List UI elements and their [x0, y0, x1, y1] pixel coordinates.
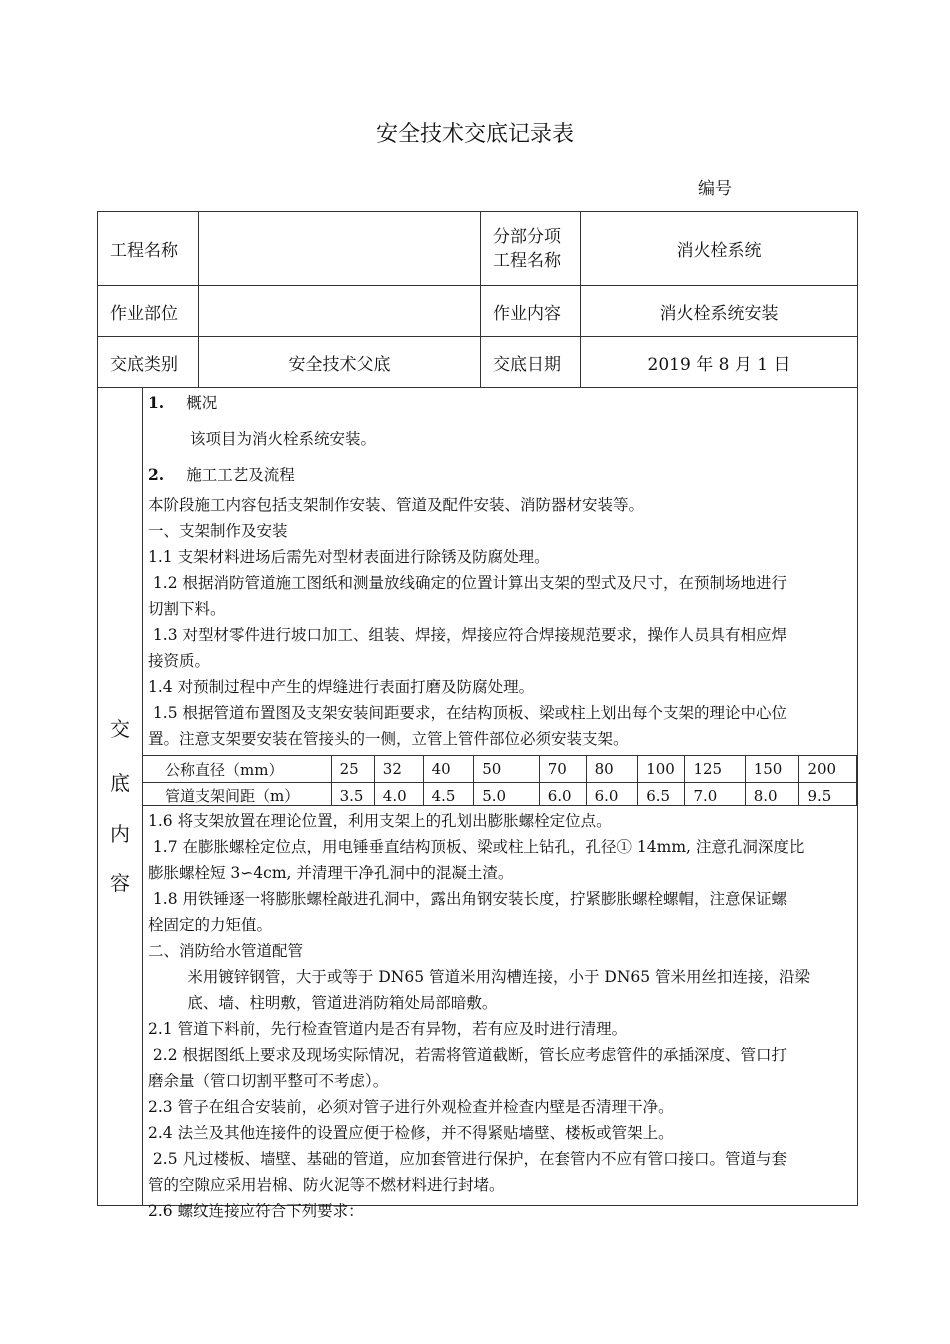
content-line: 2.5 凡过楼板、墙壁、基础的管道，应加套管进行保护，在套管内不应有管口接口。管道与套 [148, 1150, 788, 1168]
nominal-diameter-label: 公称直径（mm） [143, 756, 332, 783]
content-line: 置。注意支架要安装在管接头的一侧，立管上管件部位必须安装支架。 [148, 730, 629, 748]
support-spacing-cell: 5.0 [474, 783, 540, 806]
nominal-diameter-cell: 100 [638, 756, 685, 783]
content-line: 1.1 支架材料进场后需先对型材表面进行除锈及防腐处理。 [148, 548, 550, 566]
content-line: 1.3 对型材零件进行坡口加工、组装、焊接，焊接应符合焊接规范要求，操作人员具有相应焊 [148, 626, 788, 644]
content-vertical-label [98, 388, 143, 1205]
support-spacing-cell: 8.0 [745, 783, 799, 806]
disclosure-date-value: 2019 年 8 月 1 日 [581, 337, 858, 388]
nominal-diameter-cell: 50 [474, 756, 540, 783]
nominal-diameter-cell: 70 [539, 756, 586, 783]
document-title: 安全技术交底记录表 [375, 122, 574, 147]
content-line: 接资质。 [148, 652, 211, 670]
section-number: 1. [148, 393, 165, 412]
content-line: 1.8 用铁锤逐一将膨胀螺栓敲进孔洞中，露出角钢安装长度，拧紧膨胀螺栓螺帽，注意保证螺 [148, 890, 788, 908]
section-title: 施工工艺及流程 [186, 466, 295, 484]
content-line: 1.2 根据消防管道施工图纸和测量放线确定的位置计算出支架的型式及尺寸，在预制场地进行 [148, 574, 788, 592]
nominal-diameter-cell: 25 [331, 756, 374, 783]
section-2-heading [148, 462, 295, 488]
content-line: 磨余量（管口切割平整可不考虑）。 [148, 1072, 389, 1090]
content-line: 2.3 管子在组合安装前，必须对管子进行外观检查并检查内壁是否清理干净。 [148, 1098, 674, 1116]
support-spacing-row [143, 783, 857, 806]
content-line: 米用镀锌钢管，大于或等于 DN65 管道米用沟槽连接，小于 DN65 管米用丝扣连接，沿梁 [148, 968, 811, 986]
content-label-char: 容 [110, 871, 130, 895]
work-content-label: 作业内容 [481, 286, 581, 337]
content-line: 2.2 根据图纸上要求及现场实际情况，若需将管道截断，管长应考虑管件的承插深度、管口打 [148, 1046, 788, 1064]
sub-project-value: 消火栓系统 [581, 212, 858, 286]
content-line: 1.5 根据管道布置图及支架安装间距要求，在结构顶板、梁或柱上划出每个支架的理论中心位 [148, 704, 788, 722]
nominal-diameter-cell: 80 [586, 756, 638, 783]
section-title: 概况 [186, 394, 218, 412]
nominal-diameter-cell: 40 [423, 756, 474, 783]
nominal-diameter-cell: 125 [685, 756, 745, 783]
nominal-diameter-cell: 150 [745, 756, 799, 783]
work-location-value [199, 286, 481, 337]
serial-number-label: 编号 [698, 179, 732, 199]
section-1-text: 该项目为消火栓系统安装。 [190, 430, 377, 448]
sub-project-label [481, 212, 581, 286]
content-line: 管的空隙应采用岩棉、防火泥等不燃材料进行封堵。 [148, 1176, 505, 1194]
section-number: 2. [148, 465, 165, 484]
work-content-value: 消火栓系统安装 [581, 286, 858, 337]
content-line: 底、墙、柱明敷，管道进消防箱处局部暗敷。 [148, 994, 498, 1012]
support-spacing-cell: 6.0 [586, 783, 638, 806]
content-line: 一、支架制作及安装 [148, 522, 288, 540]
support-spacing-cell: 6.5 [638, 783, 685, 806]
content-line: 膨胀螺栓短 3∽4cm, 并清理干净孔洞中的混凝土渣。 [148, 864, 514, 882]
content-line: 1.7 在膨胀螺栓定位点，用电锤垂直结构顶板、梁或柱上钻孔，孔径① 14mm, 注意孔洞深度比 [148, 838, 805, 856]
content-label-char: 交 [110, 717, 130, 741]
support-spacing-label: 管道支架间距（m） [143, 783, 332, 806]
support-spacing-cell: 4.0 [374, 783, 423, 806]
content-line: 切割下料。 [148, 600, 226, 618]
support-spacing-cell: 9.5 [799, 783, 857, 806]
project-name-value [199, 212, 481, 286]
disclosure-type-value: 安全技术父底 [199, 337, 481, 388]
content-line: 本阶段施工内容包括支架制作安装、管道及配件安装、消防器材安装等。 [148, 496, 645, 514]
support-spacing-cell: 3.5 [331, 783, 374, 806]
table-divider [142, 805, 857, 806]
nominal-diameter-row [143, 756, 857, 783]
content-line: 栓固定的力矩值。 [148, 916, 273, 934]
project-name-label: 工程名称 [98, 212, 199, 286]
sub-project-label-line2: 工程名称 [493, 250, 561, 271]
pipe-support-spacing-table [142, 755, 857, 806]
disclosure-date-label: 交底日期 [481, 337, 581, 388]
support-spacing-cell: 6.0 [539, 783, 586, 806]
support-spacing-cell: 7.0 [685, 783, 745, 806]
content-line: 2.4 法兰及其他连接件的设置应便于检修，并不得紧贴墙壁、楼板或管架上。 [148, 1124, 674, 1142]
content-label-char: 底 [110, 771, 130, 795]
content-label-char: 内 [110, 822, 130, 846]
content-line: 2.6 螺纹连接应符合下列要求： [148, 1202, 364, 1220]
content-line: 1.6 将支架放置在理论位置，利用支架上的孔划出膨胀螺栓定位点。 [148, 812, 612, 830]
work-location-label: 作业部位 [98, 286, 199, 337]
section-1-heading [148, 390, 217, 416]
content-line: 1.4 对预制过程中产生的焊缝进行表面打磨及防腐处理。 [148, 678, 535, 696]
disclosure-content-section [97, 388, 858, 1220]
support-spacing-cell: 4.5 [423, 783, 474, 806]
nominal-diameter-cell: 32 [374, 756, 423, 783]
content-line: 二、消防给水管道配管 [148, 942, 304, 960]
sub-project-label-line1: 分部分项 [493, 226, 561, 247]
content-line: 2.1 管道下料前，先行检查管道内是否有异物，若有应及时进行清理。 [148, 1020, 628, 1038]
disclosure-type-label: 交底类别 [98, 337, 199, 388]
header-table [97, 211, 858, 388]
nominal-diameter-cell: 200 [799, 756, 857, 783]
